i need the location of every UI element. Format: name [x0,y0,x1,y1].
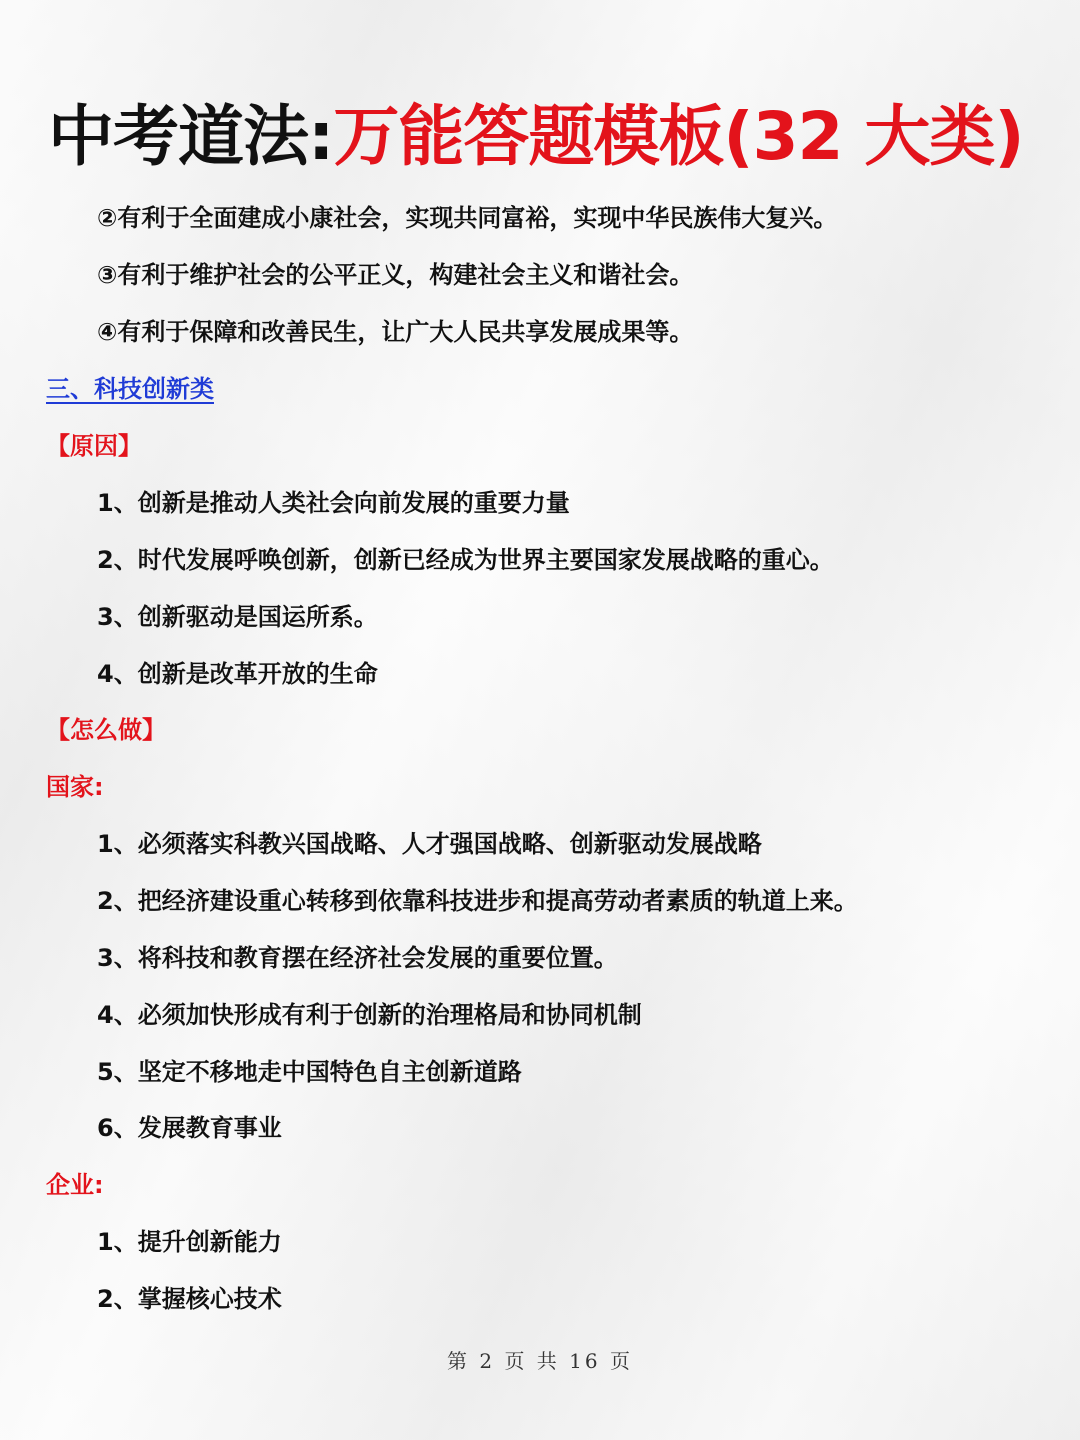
page-number-footer: 第 2 页 共 16 页 [447,1349,633,1373]
page-title [48,92,1024,182]
intro-line: ②有利于全面建成小康社会，实现共同富裕，实现中华民族伟大复兴。 [97,204,838,232]
section-heading: 三、科技创新类 [46,375,214,403]
reason-item: 1、创新是推动人类社会向前发展的重要力量 [97,489,570,517]
country-item: 5、坚定不移地走中国特色自主创新道路 [97,1058,522,1086]
intro-line: ④有利于保障和改善民生，让广大人民共享发展成果等。 [97,318,694,346]
enterprise-label: 企业: [46,1171,104,1199]
reason-item: 3、创新驱动是国运所系。 [97,603,378,631]
country-label: 国家: [46,773,104,801]
enterprise-item: 2、掌握核心技术 [97,1285,282,1313]
how-label: 【怎么做】 [46,716,166,744]
intro-line: ③有利于维护社会的公平正义，构建社会主义和谐社会。 [97,261,694,289]
country-item: 2、把经济建设重心转移到依靠科技进步和提高劳动者素质的轨道上来。 [97,887,858,915]
reason-item: 2、时代发展呼唤创新，创新已经成为世界主要国家发展战略的重心。 [97,546,834,574]
country-item: 4、必须加快形成有利于创新的治理格局和协同机制 [97,1001,642,1029]
country-item: 3、将科技和教育摆在经济社会发展的重要位置。 [97,944,618,972]
reasons-label: 【原因】 [46,432,142,460]
reason-item: 4、创新是改革开放的生命 [97,660,378,688]
country-item: 1、必须落实科教兴国战略、人才强国战略、创新驱动发展战略 [97,830,762,858]
title-prefix: 中考道法: [48,98,334,175]
country-item: 6、发展教育事业 [97,1114,282,1142]
enterprise-item: 1、提升创新能力 [97,1228,282,1256]
title-highlight: 万能答题模板(32 大类) [333,98,1024,175]
